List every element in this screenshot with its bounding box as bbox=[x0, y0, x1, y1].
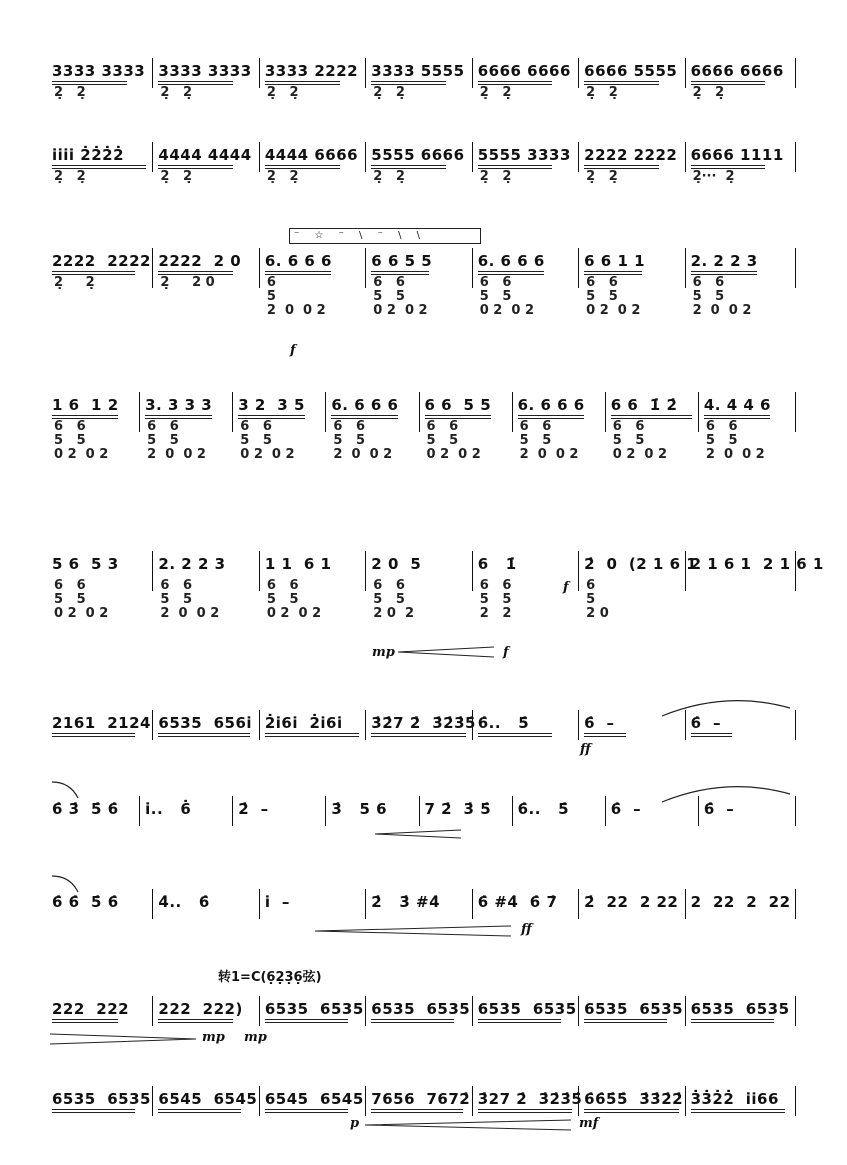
barline bbox=[259, 142, 260, 172]
measure-notes: 222 222) bbox=[158, 1000, 243, 1018]
measure-notes: 6535 6535 bbox=[371, 1000, 471, 1018]
measure-bass: 6 5 2 0 bbox=[586, 578, 609, 621]
barline bbox=[578, 996, 579, 1026]
dynamic-ff: ff bbox=[521, 922, 532, 937]
beam-line bbox=[265, 165, 340, 166]
barline bbox=[325, 392, 326, 432]
barline bbox=[152, 710, 153, 740]
barline bbox=[578, 551, 579, 591]
measure-notes: 2 22 2 22 bbox=[690, 893, 791, 911]
beam-line bbox=[371, 1112, 462, 1113]
measure-notes: 6̇.. 5̇ bbox=[517, 800, 570, 818]
measure-notes: 2̇ 3̇ #4̇ bbox=[371, 893, 441, 911]
barline bbox=[472, 142, 473, 172]
measure-notes: 3. 3 3 3 bbox=[145, 396, 213, 414]
barline bbox=[259, 248, 260, 288]
measure-notes: 6535 6535 bbox=[584, 1000, 684, 1018]
barline bbox=[259, 996, 260, 1026]
beam-line bbox=[158, 1112, 241, 1113]
dynamic-f: f bbox=[563, 580, 569, 595]
measure-notes: 3̇2̇7 2̇ 3̇2̇3̇5̇ bbox=[371, 714, 476, 732]
barline bbox=[795, 1086, 796, 1116]
barline bbox=[605, 796, 606, 826]
measure-notes: 6̇ – bbox=[690, 714, 721, 732]
barline bbox=[419, 392, 420, 432]
measure-bass: 2̣ 2̣ bbox=[160, 85, 193, 100]
barline bbox=[472, 1086, 473, 1116]
measure-notes: 6 6 1̇ 2̇ bbox=[610, 396, 678, 414]
beam-line bbox=[265, 81, 340, 82]
measure-bass: 6 6 5 5 2 0 0 2 bbox=[692, 275, 752, 318]
key-change-marking: 转1=C(6̣2̣3̣6̣弦) bbox=[218, 970, 322, 985]
measure-notes: 6 6 5 5 bbox=[424, 396, 492, 414]
barline bbox=[685, 996, 686, 1026]
measure-notes: 7 2̇ 3̇ 5̇ bbox=[424, 800, 492, 818]
score-row bbox=[0, 0, 847, 1]
beam-line bbox=[52, 1109, 135, 1110]
beam-line bbox=[584, 1019, 667, 1020]
beam-line bbox=[158, 736, 249, 737]
beam-line bbox=[691, 736, 733, 737]
beam-line bbox=[691, 1109, 785, 1110]
beam-line bbox=[691, 1112, 785, 1113]
barline bbox=[259, 1086, 260, 1116]
measure-notes: 4444 4444 bbox=[158, 146, 252, 164]
slur bbox=[660, 784, 795, 804]
measure-bass: 6 5 2 0 0 2 bbox=[266, 275, 326, 318]
measure-bass: 6 6 5 5 2 0 0 2 bbox=[705, 419, 765, 462]
measure-notes: 6666 1111 bbox=[690, 146, 784, 164]
measure-notes: 6. 6 6 6 bbox=[264, 252, 332, 270]
beam-line bbox=[265, 1109, 348, 1110]
barline bbox=[472, 248, 473, 288]
barline bbox=[578, 142, 579, 172]
beam-line bbox=[478, 81, 553, 82]
beam-line bbox=[158, 1109, 241, 1110]
measure-bass: 2̣ 2̣ bbox=[266, 169, 299, 184]
measure-notes: 2161 2124 bbox=[52, 714, 151, 732]
beam-line bbox=[584, 1109, 678, 1110]
measure-notes: i̇ – bbox=[264, 893, 290, 911]
beam-line bbox=[158, 1022, 233, 1023]
measure-bass: 2̣ 2̣ bbox=[692, 85, 725, 100]
beam-line bbox=[371, 1022, 454, 1023]
barline bbox=[139, 796, 140, 826]
barline bbox=[472, 58, 473, 88]
beam-line bbox=[704, 415, 770, 416]
beam-line bbox=[52, 271, 135, 272]
barline bbox=[152, 996, 153, 1026]
measure-bass: 6 6 5 5 0 2 0 2 bbox=[373, 275, 428, 318]
measure-notes: 2 0 5 bbox=[371, 555, 422, 573]
barline bbox=[259, 889, 260, 919]
measure-bass: 6 6 5 5 0 2 0 2 bbox=[54, 419, 109, 462]
beam-line bbox=[478, 165, 553, 166]
measure-notes: 4. 4 4 6 bbox=[703, 396, 771, 414]
beam-line bbox=[691, 733, 733, 734]
beam-line bbox=[371, 165, 446, 166]
measure-notes: 2222 2222 bbox=[52, 252, 151, 270]
beam-line bbox=[518, 415, 584, 416]
measure-notes: 5555 6666 bbox=[371, 146, 465, 164]
measure-bass: 2̣ 2̣ bbox=[54, 85, 86, 100]
measure-bass: 2̣ 2̣ bbox=[266, 85, 299, 100]
measure-bass: 6 6 5 5 2 0 0 2 bbox=[519, 419, 579, 462]
beam-line bbox=[371, 81, 446, 82]
crescendo-hairpin bbox=[398, 645, 498, 659]
dynamic-f: f bbox=[503, 645, 509, 660]
measure-notes: 6. 6 6 6 bbox=[331, 396, 399, 414]
dynamic-ff: ff bbox=[580, 742, 591, 757]
dynamic-mf: mf bbox=[579, 1116, 599, 1131]
measure-notes: 6̇ – bbox=[610, 800, 642, 818]
measure-notes: 6535 6535 bbox=[52, 1090, 151, 1108]
measure-bass: 2̣··· 2̣ bbox=[692, 169, 735, 184]
measure-notes: 6̇ 6̇ 5̇ 6̇ bbox=[52, 893, 119, 911]
measure-bass: 2̣ 2̣ bbox=[160, 169, 193, 184]
beam-line bbox=[691, 81, 766, 82]
barline bbox=[365, 996, 366, 1026]
barline bbox=[685, 248, 686, 288]
measure-notes: 1 1 6 1 bbox=[264, 555, 332, 573]
measure-notes: 3 2 3 5 bbox=[238, 396, 305, 414]
measure-notes: 2̇ – bbox=[238, 800, 269, 818]
barline bbox=[232, 796, 233, 826]
measure-notes: 1 6 1 2 bbox=[52, 396, 119, 414]
beam-line bbox=[52, 415, 118, 416]
barline bbox=[685, 142, 686, 172]
crescendo-hairpin bbox=[375, 828, 465, 840]
dynamic-mp: mp bbox=[202, 1030, 225, 1045]
beam-line bbox=[478, 736, 553, 737]
barline bbox=[795, 551, 796, 591]
measure-bass: 2̣ 2̣ bbox=[373, 85, 405, 100]
measure-notes: 6535 6535 bbox=[477, 1000, 577, 1018]
measure-notes: 6 1̇ bbox=[477, 555, 517, 573]
measure-notes: 3̇3̇2̇2̇ i̇i̇66 bbox=[690, 1090, 779, 1108]
measure-bass: 6 6 5 5 0 2 0 2 bbox=[266, 578, 322, 621]
beam-line bbox=[371, 1109, 462, 1110]
barline bbox=[685, 551, 686, 591]
measure-bass: 6 6 5 5 0 2 0 2 bbox=[240, 419, 295, 462]
measure-notes: 6666 6666 bbox=[477, 62, 571, 80]
barline bbox=[365, 551, 366, 591]
beam-line bbox=[691, 1019, 774, 1020]
dynamic-p: p bbox=[350, 1116, 360, 1131]
measure-bass: 6 6 5 5 2 2 bbox=[479, 578, 512, 621]
beam-line bbox=[478, 271, 544, 272]
decrescendo-hairpin bbox=[50, 1032, 200, 1046]
beam-line bbox=[478, 1112, 572, 1113]
beam-line bbox=[238, 415, 304, 416]
barline bbox=[578, 710, 579, 740]
slur bbox=[50, 874, 80, 894]
barline bbox=[512, 392, 513, 432]
measure-bass: 6 6 5 5 2 0 0 2 bbox=[160, 578, 220, 621]
barline bbox=[152, 551, 153, 591]
barline bbox=[152, 1086, 153, 1116]
barline bbox=[578, 58, 579, 88]
measure-bass: 6 6 5 5 0 2 0 2 bbox=[586, 275, 641, 318]
measure-notes: 222 222 bbox=[52, 1000, 130, 1018]
beam-line bbox=[158, 81, 233, 82]
barline bbox=[139, 392, 140, 432]
barline bbox=[325, 796, 326, 826]
barline bbox=[259, 58, 260, 88]
technique-box: ⁻ ☆ ⁻ \ ⁻ \ \ bbox=[289, 228, 481, 244]
beam-line bbox=[584, 165, 659, 166]
beam-line bbox=[371, 1019, 454, 1020]
barline bbox=[472, 889, 473, 919]
beam-line bbox=[584, 81, 659, 82]
barline bbox=[472, 996, 473, 1026]
measure-notes: 6666 6666 bbox=[690, 62, 784, 80]
measure-bass: 6 6 5 5 0 2 0 2 bbox=[479, 275, 534, 318]
measure-notes: 7656 7672̇ bbox=[371, 1090, 471, 1108]
measure-notes: 3333 3333 bbox=[52, 62, 146, 80]
beam-line bbox=[265, 1022, 348, 1023]
measure-notes: 2̇ 22 2 22 bbox=[584, 893, 679, 911]
slur bbox=[660, 698, 795, 718]
measure-notes: 6̇.. 5̇ bbox=[477, 714, 530, 732]
beam-line bbox=[691, 165, 766, 166]
measure-notes: 6 6 1 1 bbox=[584, 252, 646, 270]
beam-line bbox=[478, 733, 553, 734]
beam-line bbox=[52, 1112, 135, 1113]
barline bbox=[795, 889, 796, 919]
measure-bass: 6 6 5 5 2 0 0 2 bbox=[147, 419, 206, 462]
measure-bass: 2̣ 2̣ bbox=[479, 85, 512, 100]
barline bbox=[259, 551, 260, 591]
barline bbox=[365, 142, 366, 172]
barline bbox=[365, 58, 366, 88]
crescendo-hairpin bbox=[315, 924, 515, 938]
barline bbox=[578, 248, 579, 288]
measure-notes: 3333 5555 bbox=[371, 62, 465, 80]
measure-notes: 3333 2222 bbox=[264, 62, 359, 80]
measure-notes: i̇i̇i̇i̇ 2̇2̇2̇2̇ bbox=[52, 146, 125, 164]
beam-line bbox=[158, 1019, 233, 1020]
beam-line bbox=[265, 733, 359, 734]
beam-line bbox=[691, 271, 757, 272]
barline bbox=[419, 796, 420, 826]
barline bbox=[512, 796, 513, 826]
measure-notes: 4̇.. 6̇ bbox=[158, 893, 210, 911]
measure-notes: 6545 6545 bbox=[158, 1090, 258, 1108]
measure-notes: 6545 6545 bbox=[264, 1090, 364, 1108]
barline bbox=[472, 710, 473, 740]
barline bbox=[472, 551, 473, 591]
beam-line bbox=[145, 415, 211, 416]
beam-line bbox=[584, 733, 626, 734]
barline bbox=[795, 142, 796, 172]
measure-bass: 2̣ 2̣ bbox=[586, 169, 618, 184]
barline bbox=[685, 1086, 686, 1116]
dynamic-f: f bbox=[290, 343, 296, 358]
measure-notes: 6. 6 6 6 bbox=[477, 252, 545, 270]
beam-line bbox=[478, 1022, 561, 1023]
beam-line bbox=[265, 736, 359, 737]
measure-notes: 6. 6 6 6 bbox=[517, 396, 585, 414]
measure-notes: 2. 2 2 3 bbox=[690, 252, 758, 270]
measure-notes: 6̇6̇5̇5̇ 3̇3̇2̇2̇ bbox=[584, 1090, 684, 1108]
dynamic-mp: mp bbox=[244, 1030, 267, 1045]
beam-line bbox=[611, 415, 692, 416]
beam-line bbox=[371, 733, 465, 734]
beam-line bbox=[265, 1112, 348, 1113]
barline bbox=[259, 710, 260, 740]
measure-notes: 5 6 5 3 bbox=[52, 555, 119, 573]
measure-bass: 2̣ 2 0 bbox=[160, 275, 215, 290]
beam-line bbox=[265, 271, 331, 272]
barline bbox=[795, 796, 796, 826]
measure-notes: 2222 2222 bbox=[584, 146, 678, 164]
crescendo-hairpin bbox=[365, 1118, 575, 1132]
barline bbox=[152, 58, 153, 88]
measure-notes: 2̇i̇6i̇ 2̇i̇6i̇ bbox=[264, 714, 343, 732]
beam-line bbox=[52, 165, 146, 166]
barline bbox=[795, 710, 796, 740]
measure-notes: 6535 656i̇ bbox=[158, 714, 253, 732]
beam-line bbox=[691, 1022, 774, 1023]
measure-bass: 2̣ 2̣ bbox=[373, 169, 405, 184]
measure-notes: 6̇ #4̇ 6̇ 7̇ bbox=[477, 893, 558, 911]
beam-line bbox=[52, 1022, 118, 1023]
dynamic-mp: mp bbox=[372, 645, 395, 660]
measure-bass: 2̣ 2̣ bbox=[54, 275, 95, 290]
measure-bass: 2̣ 2̣ bbox=[586, 85, 618, 100]
beam-line bbox=[158, 271, 233, 272]
measure-notes: 3333 3333 bbox=[158, 62, 252, 80]
measure-notes: 2 1 6 1 2 1 6 1 bbox=[690, 555, 824, 573]
barline bbox=[795, 996, 796, 1026]
barline bbox=[365, 710, 366, 740]
beam-line bbox=[52, 1019, 118, 1020]
measure-bass: 6 6 5 5 2 0 0 2 bbox=[333, 419, 393, 462]
barline bbox=[232, 392, 233, 432]
measure-notes: 2̇ 0 (2 1 6 1 bbox=[584, 555, 698, 573]
measure-notes: i̇.. 6̇ bbox=[145, 800, 192, 818]
measure-notes: 2. 2 2 3 bbox=[158, 555, 226, 573]
measure-bass: 2̣ 2̣ bbox=[54, 169, 86, 184]
barline bbox=[795, 58, 796, 88]
measure-notes: 6535 6535 bbox=[690, 1000, 790, 1018]
beam-line bbox=[52, 736, 135, 737]
beam-line bbox=[371, 271, 429, 272]
barline bbox=[685, 889, 686, 919]
measure-notes: 6535 6535 bbox=[264, 1000, 364, 1018]
measure-notes: 3̇ 5 6 bbox=[331, 800, 388, 818]
barline bbox=[698, 392, 699, 432]
barline bbox=[605, 392, 606, 432]
measure-notes: 6666 5555 bbox=[584, 62, 678, 80]
beam-line bbox=[52, 81, 127, 82]
barline bbox=[795, 392, 796, 432]
measure-notes: 3̇27 2̇ 3̇2̇3̇5̇ bbox=[477, 1090, 583, 1108]
beam-line bbox=[371, 736, 465, 737]
barline bbox=[685, 58, 686, 88]
beam-line bbox=[265, 1019, 348, 1020]
barline bbox=[152, 248, 153, 288]
beam-line bbox=[584, 1112, 678, 1113]
measure-bass: 6 6 5 5 0 2 0 2 bbox=[426, 419, 481, 462]
measure-notes: 6̇ 3̇ 5̇ 6̇ bbox=[52, 800, 119, 818]
barline bbox=[578, 889, 579, 919]
measure-notes: 6 6 5 5 bbox=[371, 252, 433, 270]
beam-line bbox=[584, 1022, 667, 1023]
barline bbox=[365, 889, 366, 919]
slur bbox=[50, 780, 80, 800]
beam-line bbox=[425, 415, 491, 416]
barline bbox=[365, 248, 366, 288]
beam-line bbox=[584, 736, 626, 737]
measure-bass: 2̣ 2̣ bbox=[479, 169, 512, 184]
measure-notes: 6̇ – bbox=[584, 714, 615, 732]
barline bbox=[365, 1086, 366, 1116]
measure-bass: 6 6 5 5 0 2 0 2 bbox=[54, 578, 109, 621]
barline bbox=[795, 248, 796, 288]
beam-line bbox=[158, 733, 249, 734]
measure-notes: 6̇ – bbox=[703, 800, 735, 818]
measure-notes: 5555 3333 bbox=[477, 146, 571, 164]
beam-line bbox=[52, 733, 135, 734]
beam-line bbox=[331, 415, 397, 416]
beam-line bbox=[478, 1109, 572, 1110]
beam-line bbox=[158, 165, 233, 166]
barline bbox=[578, 1086, 579, 1116]
measure-bass: 6 6 5 5 2 0 2 bbox=[373, 578, 414, 621]
measure-notes: 4444 6666 bbox=[264, 146, 359, 164]
barline bbox=[152, 142, 153, 172]
beam-line bbox=[478, 1019, 561, 1020]
measure-notes: 2222 2 0 bbox=[158, 252, 242, 270]
barline bbox=[152, 889, 153, 919]
measure-bass: 6 6 5 5 0 2 0 2 bbox=[612, 419, 668, 462]
beam-line bbox=[584, 271, 642, 272]
